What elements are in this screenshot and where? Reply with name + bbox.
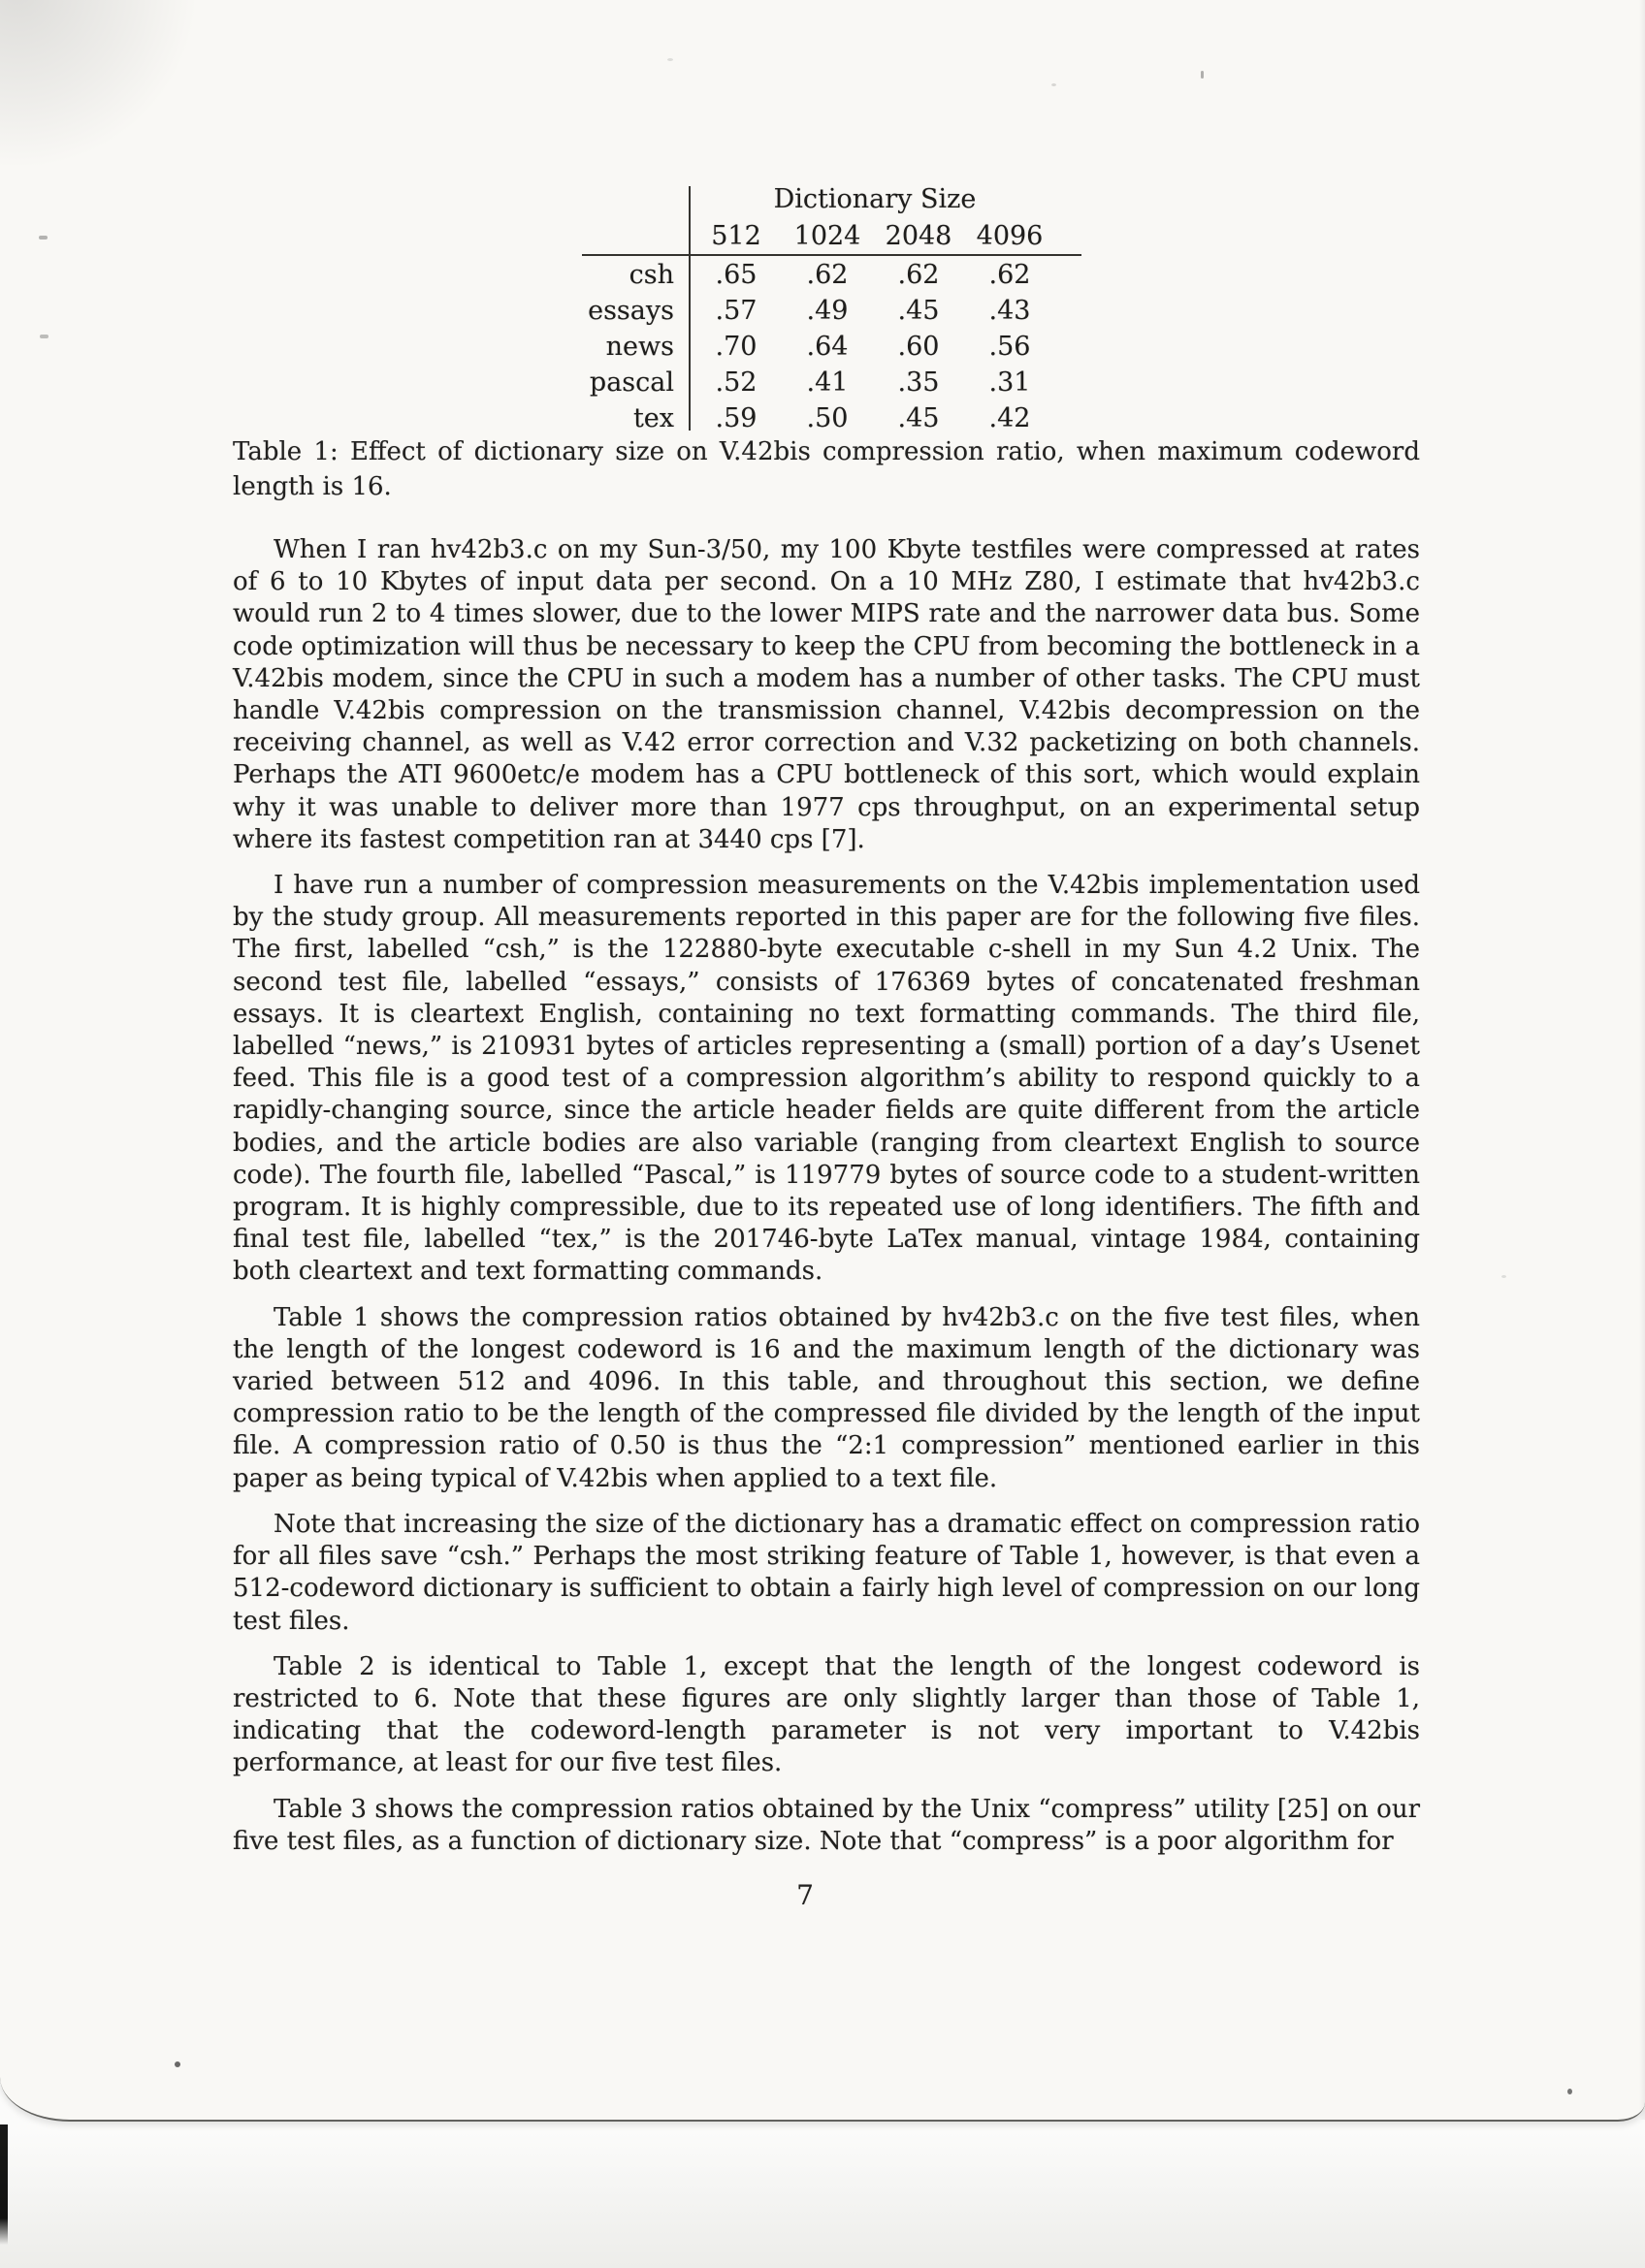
table-row [582, 329, 1081, 365]
row-label: essays [588, 296, 674, 326]
table-cell: .62 [806, 260, 849, 290]
row-label: tex [632, 403, 674, 433]
table-vertical-rule [689, 186, 691, 431]
table-row [582, 293, 1081, 329]
table-group-header-row [582, 180, 1081, 218]
table-cell: .52 [715, 367, 758, 398]
body-text [233, 534, 1420, 1871]
table-1-caption: Table 1: Effect of dictionary size on V.42bis compression ratio, when maximum codeword length is 16. [233, 437, 1420, 501]
table-cell: .43 [988, 296, 1031, 326]
column-header: 1024 [793, 221, 861, 251]
column-header: 2048 [885, 221, 952, 251]
dust-speck [39, 236, 48, 240]
scan-smudge [0, 0, 194, 165]
table-cell: .56 [988, 332, 1031, 362]
table-cell: .49 [806, 296, 849, 326]
body-paragraph: Note that increasing the size of the dictionary has a dramatic effect on compression ratio for all files save “csh.” Perhaps the most striking feature of Table 1, however, is that even a 512-codeword dictionary is sufficient to obtain a fairly high level of compression on our long test files. [233, 1509, 1420, 1636]
dust-speck [667, 58, 673, 61]
scan-edge-shade [1639, 0, 1645, 2120]
table-corner-cell [582, 218, 689, 254]
table-cell: .60 [897, 332, 940, 362]
table-column-header-row [582, 218, 1081, 254]
body-paragraph: I have run a number of compression measurements on the V.42bis implementation used by the study group. All measurements reported in this paper are for the following five files. The first, labelled “csh,” is the 122880-byte executable c-shell in my Sun 4.2 Unix. The second test file, labelled “essays,” consists of 176369 bytes of concatenated freshman essays. It is cleartext English, containing no text formatting commands. The third file, labelled “news,” is 210931 bytes of articles representing a (small) portion of a day’s Usenet feed. This file is a good test of a compression algorithm’s ability to respond quickly to a rapidly-changing source, since the article header fields are quite different from the article bodies, and the article bodies are also variable (ranging from cleartext English to source code). The fourth file, labelled “Pascal,” is 119779 bytes of source code to a student-written program. It is highly compressible, due to its repeated use of long identifiers. The fifth and final test file, labelled “tex,” is the 201746-byte LaTex manual, vintage 1984, containing both cleartext and text formatting commands. [233, 871, 1420, 1287]
table-row [582, 257, 1081, 293]
page-number: 7 [796, 1879, 814, 1911]
table-cell: .42 [988, 403, 1031, 433]
table-1 [582, 180, 1081, 436]
table-cell: .62 [897, 260, 940, 290]
table-cell: .59 [715, 403, 758, 433]
body-paragraph: When I ran hv42b3.c on my Sun-3/50, my 100 Kbyte testfiles were compressed at rates of 6 to 10 Kbytes of input data per second. On a 10 MHz Z80, I estimate that hv42b3.c would run 2 to 4 times slower, due to the lower MIPS rate and the narrower data bus. Some code optimization will thus be necessary to keep the CPU from becoming the bottleneck in a V.42bis modem, since the CPU in such a modem has a number of other tasks. The CPU must handle V.42bis compression on the transmission channel, V.42bis decompression on the receiving channel, as well as V.42 error correction and V.32 packetizing on both channels. Perhaps the ATI 9600etc/e modem has a CPU bottleneck of this sort, which would explain why it was unable to deliver more than 1977 cps throughput, on an experimental setup where its fastest competition ran at 3440 cps [7]. [233, 535, 1420, 854]
table-group-header: Dictionary Size [773, 184, 977, 214]
table-cell: .35 [897, 367, 940, 398]
table-cell: .31 [988, 367, 1031, 398]
body-paragraph: Table 1 shows the compression ratios obtained by hv42b3.c on the five test files, when the length of the longest codeword is 16 and the maximum length of the dictionary was varied between 512 and 4096. In this table, and throughout this section, we define compression ratio to be the length of the compressed file divided by the length of the input file. A compression ratio of 0.50 is thus the “2:1 compression” mentioned earlier in this paper as being typical of V.42bis when applied to a text file. [233, 1302, 1420, 1493]
table-row [582, 400, 1081, 436]
table-row [582, 365, 1081, 400]
scan-black-stripe [0, 2124, 8, 2245]
table-cell: .41 [806, 367, 849, 398]
table-cell: .45 [897, 403, 940, 433]
column-header: 4096 [976, 221, 1044, 251]
table-cell: .62 [988, 260, 1031, 290]
row-label: csh [629, 260, 674, 290]
dust-speck [175, 2061, 180, 2067]
table-cell: .57 [715, 296, 758, 326]
dust-speck [1201, 71, 1204, 79]
row-label: news [605, 332, 674, 362]
dust-speck [1567, 2089, 1572, 2094]
dust-speck [1051, 83, 1056, 86]
table-horizontal-rule [582, 254, 1081, 256]
dust-speck [1501, 1275, 1506, 1278]
row-label: pascal [589, 367, 674, 398]
body-paragraph: Table 2 is identical to Table 1, except that the length of the longest codeword is restricted to 6. Note that these figures are only slightly larger than those of Table 1, indicating that the codeword-length parameter is not very important to V.42bis performance, at least for our five test files. [233, 1651, 1420, 1778]
table-body [582, 254, 1081, 436]
table-cell: .70 [715, 332, 758, 362]
body-paragraph: Table 3 shows the compression ratios obtained by the Unix “compress” utility [25] on our five test files, as a function of dictionary size. Note that “compress” is a poor algorithm for [233, 1794, 1420, 1856]
column-header: 512 [711, 221, 761, 251]
table-cell: .50 [806, 403, 849, 433]
dust-speck [40, 335, 48, 338]
table-cell: .45 [897, 296, 940, 326]
table-cell: .65 [715, 260, 758, 290]
table-cell: .64 [806, 332, 849, 362]
